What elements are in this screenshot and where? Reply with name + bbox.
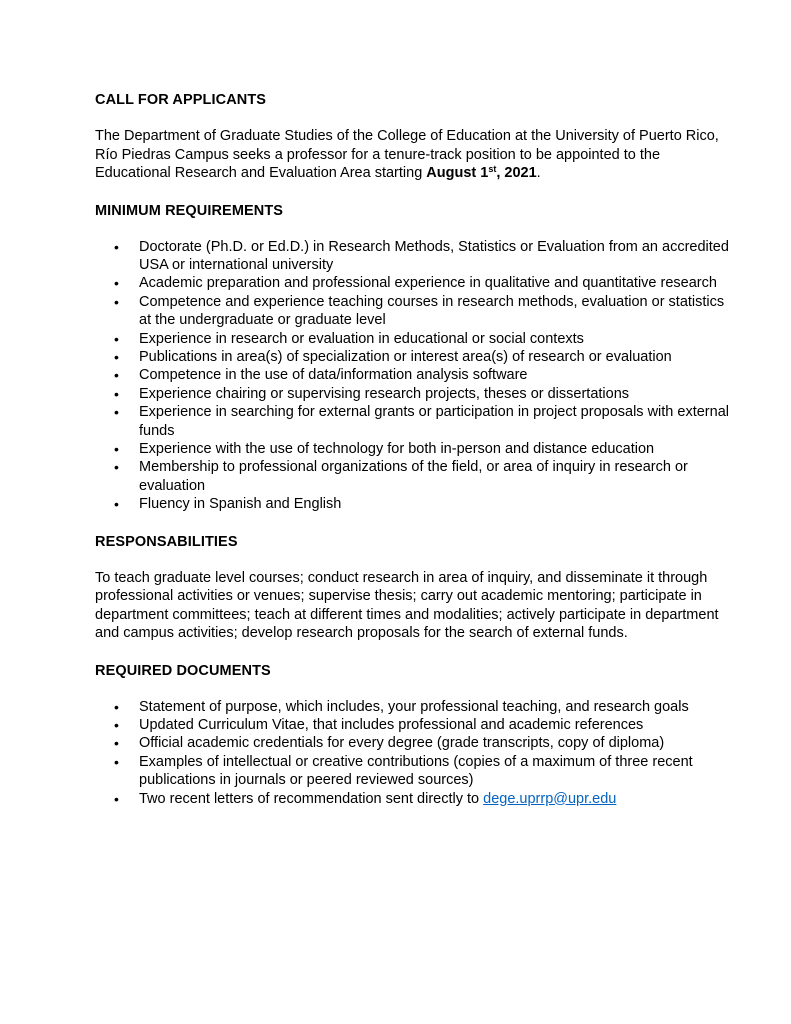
list-item: • Doctorate (Ph.D. or Ed.D.) in Research Methods, Statistics or Evaluation from an accredited USA or international university xyxy=(139,238,731,275)
requirements-list xyxy=(95,238,731,514)
heading-minimum-requirements: MINIMUM REQUIREMENTS xyxy=(95,202,284,219)
list-item: • Examples of intellectual or creative contributions (copies of a maximum of three recent publications in journals or peered reviewed sources) xyxy=(139,753,731,790)
heading-responsibilities: RESPONSABILITIES xyxy=(95,533,238,550)
list-item: • Experience chairing or supervising research projects, theses or dissertations xyxy=(139,385,731,403)
list-item: • Experience with the use of technology for both in-person and distance education xyxy=(139,440,731,458)
list-item: • Official academic credentials for every degree (grade transcripts, copy of diploma) xyxy=(139,734,731,752)
list-item: • Experience in searching for external grants or participation in project proposals with external funds xyxy=(139,403,731,440)
list-item: • Competence in the use of data/information analysis software xyxy=(139,366,731,384)
start-date: August 1st, 2021 xyxy=(426,164,537,181)
list-item: • Academic preparation and professional experience in qualitative and quantitative research xyxy=(139,274,731,292)
list-item: • Fluency in Spanish and English xyxy=(139,495,731,513)
list-item: • Experience in research or evaluation in educational or social contexts xyxy=(139,330,731,348)
recommendation-text: Two recent letters of recommendation sent directly to xyxy=(139,790,484,807)
list-item: • Competence and experience teaching courses in research methods, evaluation or statistics at the undergraduate or graduate level xyxy=(139,293,731,330)
intro-paragraph: The Department of Graduate Studies of the College of Education at the University of Puerto Rico, Río Piedras Campus seeks a professor for a tenure-track position to be appointed to the Educational Research and Evaluation Area starting August 1st, 2021. xyxy=(95,128,719,181)
heading-call-for-applicants: CALL FOR APPLICANTS xyxy=(95,92,267,108)
list-item: • Updated Curriculum Vitae, that includes professional and academic references xyxy=(139,716,731,734)
list-item: • Publications in area(s) of specialization or interest area(s) of research or evaluation xyxy=(139,348,731,366)
list-item xyxy=(139,790,731,808)
list-item: • Membership to professional organizations of the field, or area of inquiry in research or evaluation xyxy=(139,458,731,495)
documents-list xyxy=(95,698,731,808)
list-item: • Statement of purpose, which includes, your professional teaching, and research goals xyxy=(139,698,731,716)
intro-text: The Department of Graduate Studies of the College of Education at the University of Puerto Rico, Río Piedras Campus seeks a professor for a tenure-track position to be appointed to the Educational Research and Evaluation Area starting xyxy=(95,128,719,181)
heading-required-documents: REQUIRED DOCUMENTS xyxy=(95,662,271,679)
responsibilities-paragraph: To teach graduate level courses; conduct research in area of inquiry, and disseminate it through professional activities or venues; supervise thesis; carry out academic mentoring; participate in department committees; teach at different times and modalities; actively participate in department and campus activities; develop research proposals for the search of external funds. xyxy=(95,569,719,642)
email-link[interactable]: dege.uprrp@upr.edu xyxy=(483,790,617,807)
